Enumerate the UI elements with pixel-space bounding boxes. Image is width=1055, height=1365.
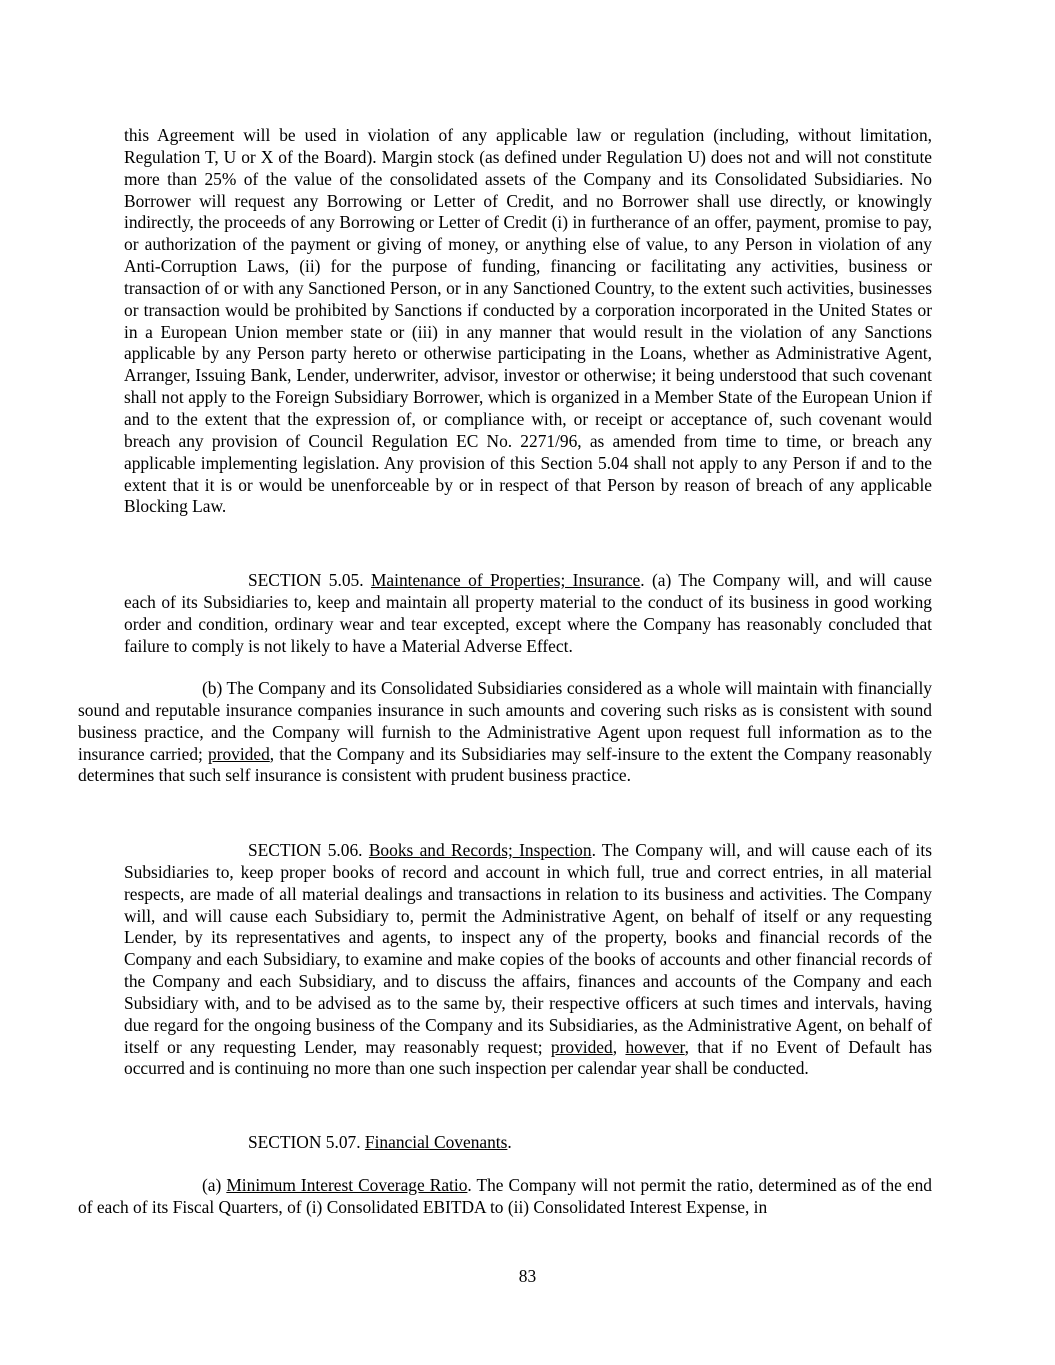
paragraph-text: . The Company will not permit the ratio, determined as of the end of each of its Fiscal Quarters, of (i) Consolidated EBITDA to (ii) Consolidated Interest Expense, in (78, 1175, 932, 1217)
page-number: 83 (518, 1266, 537, 1286)
section-title: Financial Covenants (364, 1132, 508, 1152)
section-number: SECTION 5.05. (248, 570, 364, 590)
paragraph-text: this Agreement will be used in violation of any applicable law or regulation (including, without limitation, Regulation T, U or X of the Board). Margin stock (as defined under Regulation U) does not and will not constitute more than 25% of the value of the consolidated assets of the Company and its Consolidated Subsidiaries. No Borrower will request any Borrowing or Letter of Credit, and no Borrower shall use directly, or knowingly indirectly, the proceeds of any Borrowing or Letter of Credit (i) in furtherance of an offer, payment, promise to pay, or authorization of the payment or giving of money, or anything else of value, to any Person in violation of any Anti-Corruption Laws, (ii) for the purpose of funding, financing or facilitating any activities, business or transaction of or with any Sanctioned Person, or in any Sanctioned Country, to the extent such activities, businesses or transaction would be prohibited by Sanctions if conducted by a corporation incorporated in the United States or in a European Union member state or (iii) in any manner that would result in the violation of any Sanctions applicable by any Person party hereto or otherwise participating in the Loans, whether as Administrative Agent, Arranger, Issuing Bank, Lender, underwriter, advisor, investor or otherwise; it being understood that such covenant shall not apply to the Foreign Subsidiary Borrower, which is organized in a Member State of the European Union if and to the extent that the expression of, or compliance with, or receipt or acceptance of, such covenant would breach any provision of Council Regulation EC No. 2271/96, as amended from time to time, or breach any applicable implementing legislation. Any provision of this Section 5.04 shall not apply to any Person if and to the extent that it is or would be unenforceable by or in respect of that Person by reason of breach of any applicable Blocking Law. (124, 125, 932, 517)
paragraph-section-5-07-a (78, 1175, 932, 1219)
heading-section-5-07 (124, 1132, 932, 1154)
paragraph-text: , that if no Event of Default has occurred and is continuing no more than one such inspection per calendar year shall be conducted. (124, 1036, 932, 1079)
paragraph-section-5-04-continued (124, 125, 932, 518)
paragraph-section-5-05-b (78, 678, 932, 787)
subsection-title: Minimum Interest Coverage Ratio (226, 1175, 468, 1195)
paragraph-text: . (a) The Company will, and will cause each of its Subsidiaries to, keep and maintain all property material to the conduct of its business in good working order and condition, ordinary wear and tear excepted, except where the Company has reasonably concluded that failure to comply is not likely to have a Material Adverse Effect. (124, 570, 932, 656)
paragraph-text: , that the Company and its Subsidiaries may self-insure to the extent the Company reasonably determines that such self insurance is consistent with prudent business practice. (78, 743, 932, 786)
section-number: SECTION 5.06. (248, 840, 363, 860)
comma: , (612, 1036, 626, 1057)
paragraph-text: (b) The Company and its Consolidated Subsidiaries considered as a whole will maintain with financially sound and reputable insurance companies insurance in such amounts and covering such risks as is consistent with sound business practice, and the Company will furnish to the Administrative Agent upon request full information as to the insurance carried; (78, 678, 932, 764)
paragraph-section-5-06 (124, 840, 932, 1080)
however-term: however (625, 1036, 685, 1057)
section-number: SECTION 5.07. (248, 1132, 361, 1152)
section-title: Maintenance of Properties; Insurance (370, 570, 641, 590)
subsection-label: (a) (202, 1175, 222, 1195)
section-title: Books and Records; Inspection (368, 840, 592, 860)
paragraph-section-5-05-a (124, 570, 932, 657)
paragraph-text: . The Company will, and will cause each of its Subsidiaries to, keep proper books of record and account in which full, true and correct entries, in all material respects, are made of all material dealings and transactions in relation to its business and activities. The Company will, and will cause each Subsidiary to, permit the Administrative Agent, on behalf of itself or any requesting Lender, by its representatives and agents, to inspect any of the property, books and financial records of the Company and each Subsidiary, to examine and make copies of the books of accounts and other financial records of the Company and each Subsidiary, and to discuss the affairs, finances and accounts of the Company and each Subsidiary with, and to be advised as to the same by, their respective officers at such times and intervals, having due regard for the ongoing business of the Company and its Subsidiaries, as the Administrative Agent, on behalf of itself or any requesting Lender, may reasonably request; (124, 840, 932, 1057)
provided-term: provided (207, 743, 270, 764)
period: . (507, 1132, 512, 1152)
provided-term: provided (550, 1036, 613, 1057)
